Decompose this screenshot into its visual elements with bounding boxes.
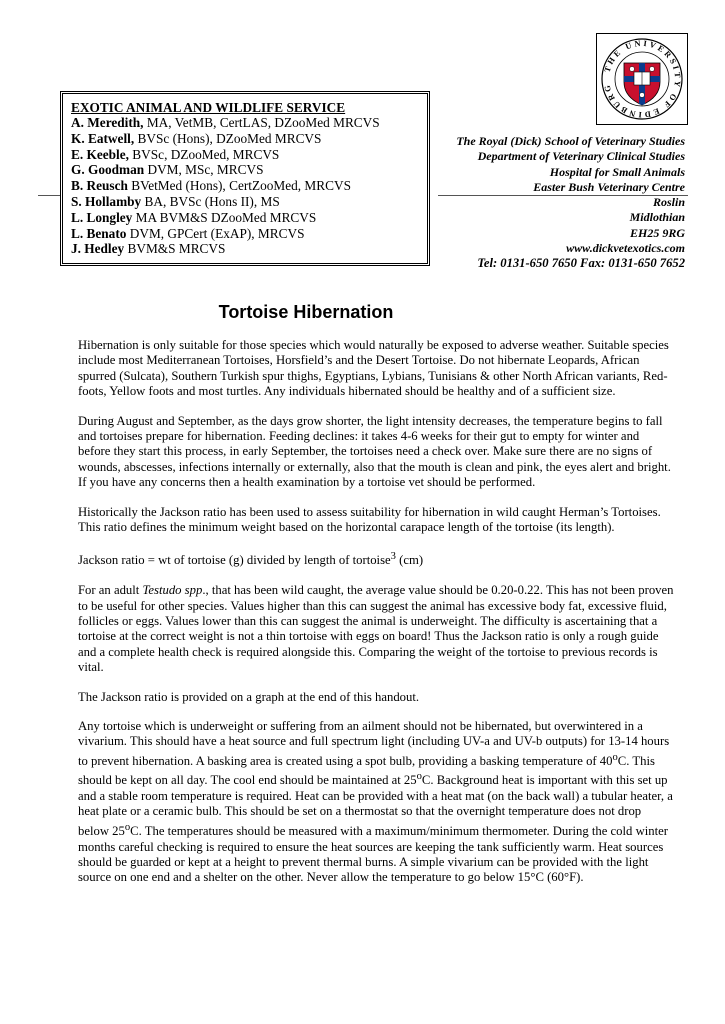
university-of-edinburgh-crest-icon	[597, 34, 687, 124]
degree-sign: o	[612, 751, 618, 763]
vet-entry	[71, 115, 419, 131]
paragraph-jackson-history: Historically the Jackson ratio has been used to assess suitability for hibernation in wild caught Herman’s Tortoises. This ratio defines the minimum weight based on the horizontal carapace length of the tortoise (its length).	[78, 504, 661, 535]
crest-castle-bottom	[640, 93, 645, 98]
vet-name: L. Benato	[71, 225, 127, 241]
address-line: EH25 9RG	[629, 225, 685, 240]
paragraph-jackson-values	[78, 583, 674, 675]
service-name: EXOTIC ANIMAL AND WILDLIFE SERVICE	[71, 100, 346, 115]
address-line: Hospital for Small Animals	[549, 164, 685, 179]
address-line: The Royal (Dick) School of Veterinary Studies	[456, 134, 685, 148]
vet-name: S. Hollamby	[71, 193, 142, 209]
crest-ring-textpath: THE UNIVERSITY OF EDINBURG	[602, 38, 683, 120]
vet-quals: BVSc (Hons), DZooMed MRCVS	[134, 130, 322, 146]
header-rule-left	[38, 195, 60, 196]
vet-quals: BVM&S MRCVS	[124, 241, 226, 257]
vet-quals: BVSc, DZooMed, MRCVS	[128, 146, 280, 162]
vet-entry	[71, 162, 419, 178]
vet-quals: DVM, GPCert (ExAP), MRCVS	[126, 225, 305, 241]
vet-entry	[71, 194, 419, 210]
vet-entry	[71, 147, 419, 163]
vet-entry	[71, 226, 419, 242]
crest-castle-right	[650, 67, 655, 72]
vet-quals: BA, BVSc (Hons II), MS	[141, 193, 280, 209]
text-segment: ., that has been wild caught, the average value should be 0.20-0.22. This has not been proven to be useful for other species. Values higher than this can suggest the animal has excessive body fat, excessive fluid, follicles or eggs. Values lower than this can suggest the animal is underweight. The difficulty is ascertaining that a tortoise at the correct weight is not a thin tortoise with eggs on board! Thus the Jackson ratio is only a rough guide and a complete health check is required alongside this. Comparing the weight of the tortoise to previous records is vital.	[78, 583, 674, 675]
vet-quals: MA, VetMB, CertLAS, DZooMed MRCVS	[143, 115, 380, 130]
address-line: Midlothian	[629, 210, 685, 225]
address-line: Easter Bush Veterinary Centre	[533, 179, 685, 194]
formula-exponent: 3	[390, 551, 396, 563]
crest-castle-left	[630, 67, 635, 72]
vet-entry	[71, 178, 419, 194]
paragraph-suitability: Hibernation is only suitable for those species which would naturally be exposed to adverse weather. Suitable species include most Mediterranean Tortoises, Horsfield’s and the Desert Tortoise. Do not hibernate Leopards, African spurred (Sulcata), Southern Turkish spur thighs, Egyptians, Lybians, Tunisians & other North African variants, Red-foots, Yellow foots and most turtles. Any individuals hibernated should be healthy and of a sufficient size.	[78, 338, 669, 399]
text-segment: C. This should be kept on all day. The cool end should be maintained at 25	[78, 754, 655, 788]
website-link[interactable]: www.dickvetexotics.com	[566, 241, 685, 256]
vet-entry	[71, 241, 419, 257]
paragraph-graph-note: The Jackson ratio is provided on a graph at the end of this handout.	[78, 689, 420, 704]
paragraph-jackson-formula	[78, 549, 674, 569]
vet-name: A. Meredith,	[71, 115, 144, 130]
school-address	[456, 134, 685, 272]
formula-unit: (cm)	[395, 553, 424, 568]
text-segment: C. Background heat is important with this set up and a stable room temperature is required. Heat can be provided with a heat mat (on the back wall) a tubular heater, a heat plate or a ceramic bulb. This should be set on a thermostat so that the overnight temperature does not drop below 25	[78, 773, 673, 839]
vet-quals: BVetMed (Hons), CertZooMed, MRCVS	[127, 178, 351, 194]
vet-name: E. Keeble,	[71, 146, 129, 162]
vet-name: G. Goodman	[71, 162, 145, 178]
text-segment: C. The temperatures should be measured with a maximum/minimum thermometer. During the cold winter months careful checking is required to ensure the heat sources are keeping the tank sufficiently warm. Heat sources should be guarded or kept at a height to prevent thermal burns. A simple vivarium can be provided with the light source on one end and a shelter on the other. Never allow the temperature to go below 15°C (60°F).	[78, 824, 668, 885]
paragraph-vivarium	[78, 719, 674, 886]
vet-quals: DVM, MSc, MRCVS	[144, 162, 264, 178]
degree-sign: o	[124, 821, 131, 833]
text-segment: For an adult	[78, 583, 143, 598]
contact-numbers: Tel: 0131-650 7650 Fax: 0131-650 7652	[477, 256, 685, 271]
address-line: Roslin	[652, 195, 685, 210]
vet-name: B. Reusch	[71, 178, 128, 194]
vet-entry	[71, 210, 419, 226]
vet-name: K. Eatwell,	[71, 130, 135, 146]
vet-name: L. Longley	[71, 209, 133, 225]
degree-sign: o	[416, 771, 422, 783]
species-name: Testudo spp	[142, 583, 203, 598]
paragraph-preparation: During August and September, as the days grow shorter, the light intensity decreases, the temperature begins to fall and tortoises prepare for hibernation. Feeding declines: it takes 4-6 weeks for their gut to empty for winter and before they start this process, in early September, the tortoises need a check over. Make sure there are no signs of wounds, abscesses, infections internally or externally, also that the mouth is clean and pink, the eyes alert and bright. If you have any concerns then a health examination by a tortoise vet should be performed.	[78, 413, 671, 490]
address-line: Department of Veterinary Clinical Studies	[477, 149, 685, 164]
document-title: Tortoise Hibernation	[218, 302, 394, 322]
vet-entry	[71, 131, 419, 147]
staff-box	[60, 91, 430, 266]
vet-name: J. Hedley	[71, 241, 125, 257]
formula-text: Jackson ratio = wt of tortoise (g) divided by length of tortoise	[78, 553, 391, 568]
text-segment: Any tortoise which is underweight or suffering from an ailment should not be hibernated, but overwintered in a vivarium. This should have a heat source and full spectrum light (including UV-a and UV-b outputs) for 13-14 hours to prevent hibernation. A basking area is created using a spot bulb, providing a basking temperature of 40	[78, 718, 670, 768]
vet-quals: MA BVM&S DZooMed MRCVS	[132, 209, 317, 225]
document-body	[78, 338, 674, 886]
university-logo	[596, 33, 688, 125]
